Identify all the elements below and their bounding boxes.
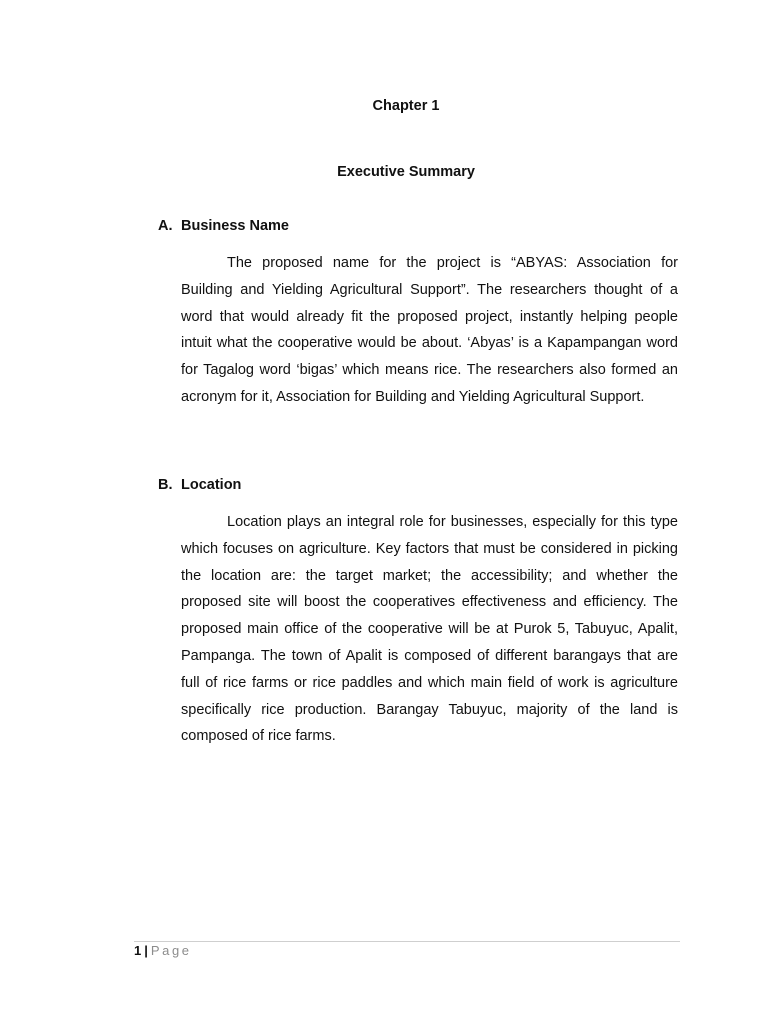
chapter-title: Chapter 1: [372, 98, 440, 114]
section-letter: B.: [158, 477, 173, 493]
page-label: Page: [150, 943, 192, 958]
section-heading-text: Location: [181, 477, 242, 493]
section-title: Executive Summary: [337, 164, 475, 180]
section-heading-location: [158, 477, 241, 493]
business-name-paragraph: The proposed name for the project is “ABYAS: Association for Building and Yielding Agricultural Support”. The researchers thought of a word that would already fit the proposed project, instantly helping people intuit what the cooperative would be about. ‘Abyas’ is a Kapampangan word for Tagalog word ‘bigas’ which means rice. The researchers also formed an acronym for it, Association for Building and Yielding Agricultural Support.: [181, 255, 678, 405]
section-letter: A.: [158, 218, 173, 234]
location-paragraph: Location plays an integral role for businesses, especially for this type which focuses on agriculture. Key factors that must be considered in picking the location are: the target market; the accessibility; and whether the proposed site will boost the cooperatives effectiveness and efficiency. The proposed main office of the cooperative will be at Purok 5, Tabuyuc, Apalit, Pampanga. The town of Apalit is composed of different barangays that are full of rice farms or rice paddles and which main field of work is agriculture specifically rice production. Barangay Tabuyuc, majority of the land is composed of rice farms.: [181, 514, 678, 745]
page-footer: [134, 943, 192, 958]
section-heading-business-name: [158, 218, 289, 234]
footer-separator: |: [144, 943, 148, 958]
page-number: 1: [134, 943, 142, 958]
section-heading-text: Business Name: [181, 218, 289, 234]
footer-divider: [134, 941, 680, 942]
